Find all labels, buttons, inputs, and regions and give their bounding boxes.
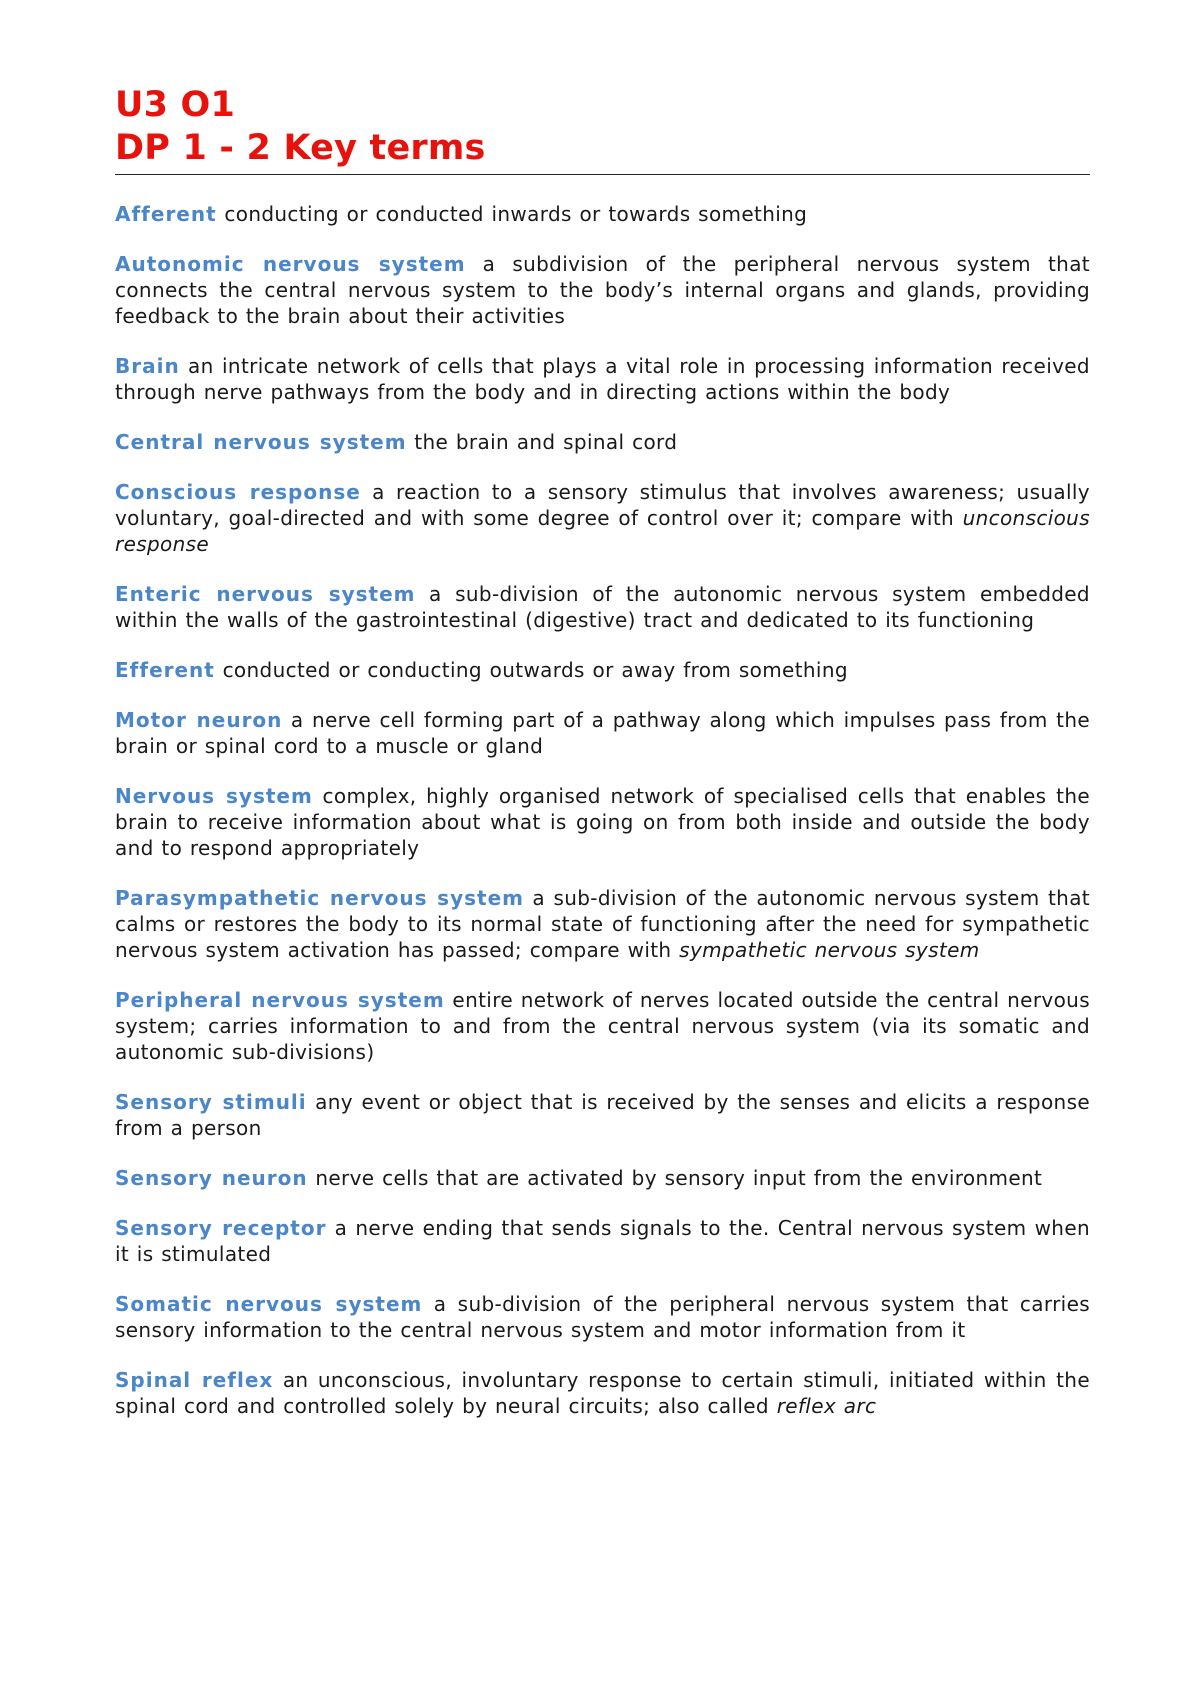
term-cross-reference: unconscious response	[115, 506, 1090, 556]
term-entry	[115, 657, 1090, 683]
term-entry	[115, 885, 1090, 963]
title-heading: DP 1 - 2 Key terms	[115, 128, 486, 168]
term-definition: a subdivision of the peripheral nervous system that connects the central nervous system to the body’s internal organs and glands, providing feedback to the brain about their activities	[115, 252, 1090, 328]
term-name: Peripheral nervous system	[115, 988, 445, 1012]
term-name: Nervous system	[115, 784, 313, 808]
term-entry	[115, 201, 1090, 227]
term-name: Afferent	[115, 202, 217, 226]
term-entry	[115, 581, 1090, 633]
term-entry	[115, 1291, 1090, 1343]
term-name: Sensory neuron	[115, 1166, 308, 1190]
term-name: Parasympathetic nervous system	[115, 886, 524, 910]
term-entry	[115, 1367, 1090, 1419]
term-definition: a sub-division of the autonomic nervous system embedded within the walls of the gastrointestinal (digestive) tract and dedicated to its functioning	[115, 582, 1090, 632]
key-terms-list	[115, 201, 1090, 1419]
term-definition: a reaction to a sensory stimulus that involves awareness; usually voluntary, goal-directed and with some degree of control over it; compare with	[115, 480, 1090, 530]
term-name: Spinal reflex	[115, 1368, 274, 1392]
term-name: Autonomic nervous system	[115, 252, 466, 276]
term-entry	[115, 429, 1090, 455]
term-name: Somatic nervous system	[115, 1292, 423, 1316]
term-definition: a nerve cell forming part of a pathway along which impulses pass from the brain or spinal cord to a muscle or gland	[115, 708, 1091, 758]
term-cross-reference: sympathetic nervous system	[679, 938, 980, 962]
term-definition: entire network of nerves located outside the central nervous system; carries information to and from the central nervous system (via its somatic and autonomic sub-divisions)	[115, 988, 1090, 1064]
term-entry	[115, 251, 1090, 329]
term-entry	[115, 1215, 1090, 1267]
term-cross-reference: reflex arc	[776, 1394, 877, 1418]
term-entry	[115, 1165, 1090, 1191]
term-definition: a nerve ending that sends signals to the. Central nervous system when it is stimulated	[115, 1216, 1091, 1266]
term-name: Sensory stimuli	[115, 1090, 307, 1114]
term-definition: an unconscious, involuntary response to certain stimuli, initiated within the spinal cord and controlled solely by neural circuits; also called	[115, 1368, 1090, 1418]
term-entry	[115, 479, 1090, 557]
term-name: Central nervous system	[115, 430, 407, 454]
term-definition: conducted or conducting outwards or away from something	[222, 658, 848, 682]
term-name: Conscious response	[115, 480, 361, 504]
document-page	[115, 84, 1090, 1443]
term-definition: a sub-division of the peripheral nervous system that carries sensory information to the central nervous system and motor information from it	[115, 1292, 1090, 1342]
term-entry	[115, 353, 1090, 405]
term-definition: nerve cells that are activated by sensory input from the environment	[315, 1166, 1043, 1190]
term-definition: a sub-division of the autonomic nervous system that calms or restores the body to its normal state of functioning after the need for sympathetic nervous system activation has passed; compare with	[115, 886, 1090, 962]
term-definition: complex, highly organised network of specialised cells that enables the brain to receive information about what is going on from both inside and outside the body and to respond appropriately	[115, 784, 1090, 860]
term-entry	[115, 987, 1090, 1065]
term-name: Enteric nervous system	[115, 582, 416, 606]
term-definition: conducting or conducted inwards or towards something	[224, 202, 808, 226]
term-entry	[115, 783, 1090, 861]
term-entry	[115, 707, 1090, 759]
title-unit: U3 O1	[115, 85, 236, 125]
term-entry	[115, 1089, 1090, 1141]
term-name: Motor neuron	[115, 708, 283, 732]
term-name: Efferent	[115, 658, 215, 682]
document-title	[115, 84, 1090, 175]
term-definition: any event or object that is received by the senses and elicits a response from a person	[115, 1090, 1090, 1140]
term-name: Brain	[115, 354, 180, 378]
term-definition: an intricate network of cells that plays a vital role in processing information received through nerve pathways from the body and in directing actions within the body	[115, 354, 1090, 404]
term-definition: the brain and spinal cord	[414, 430, 678, 454]
term-name: Sensory receptor	[115, 1216, 327, 1240]
